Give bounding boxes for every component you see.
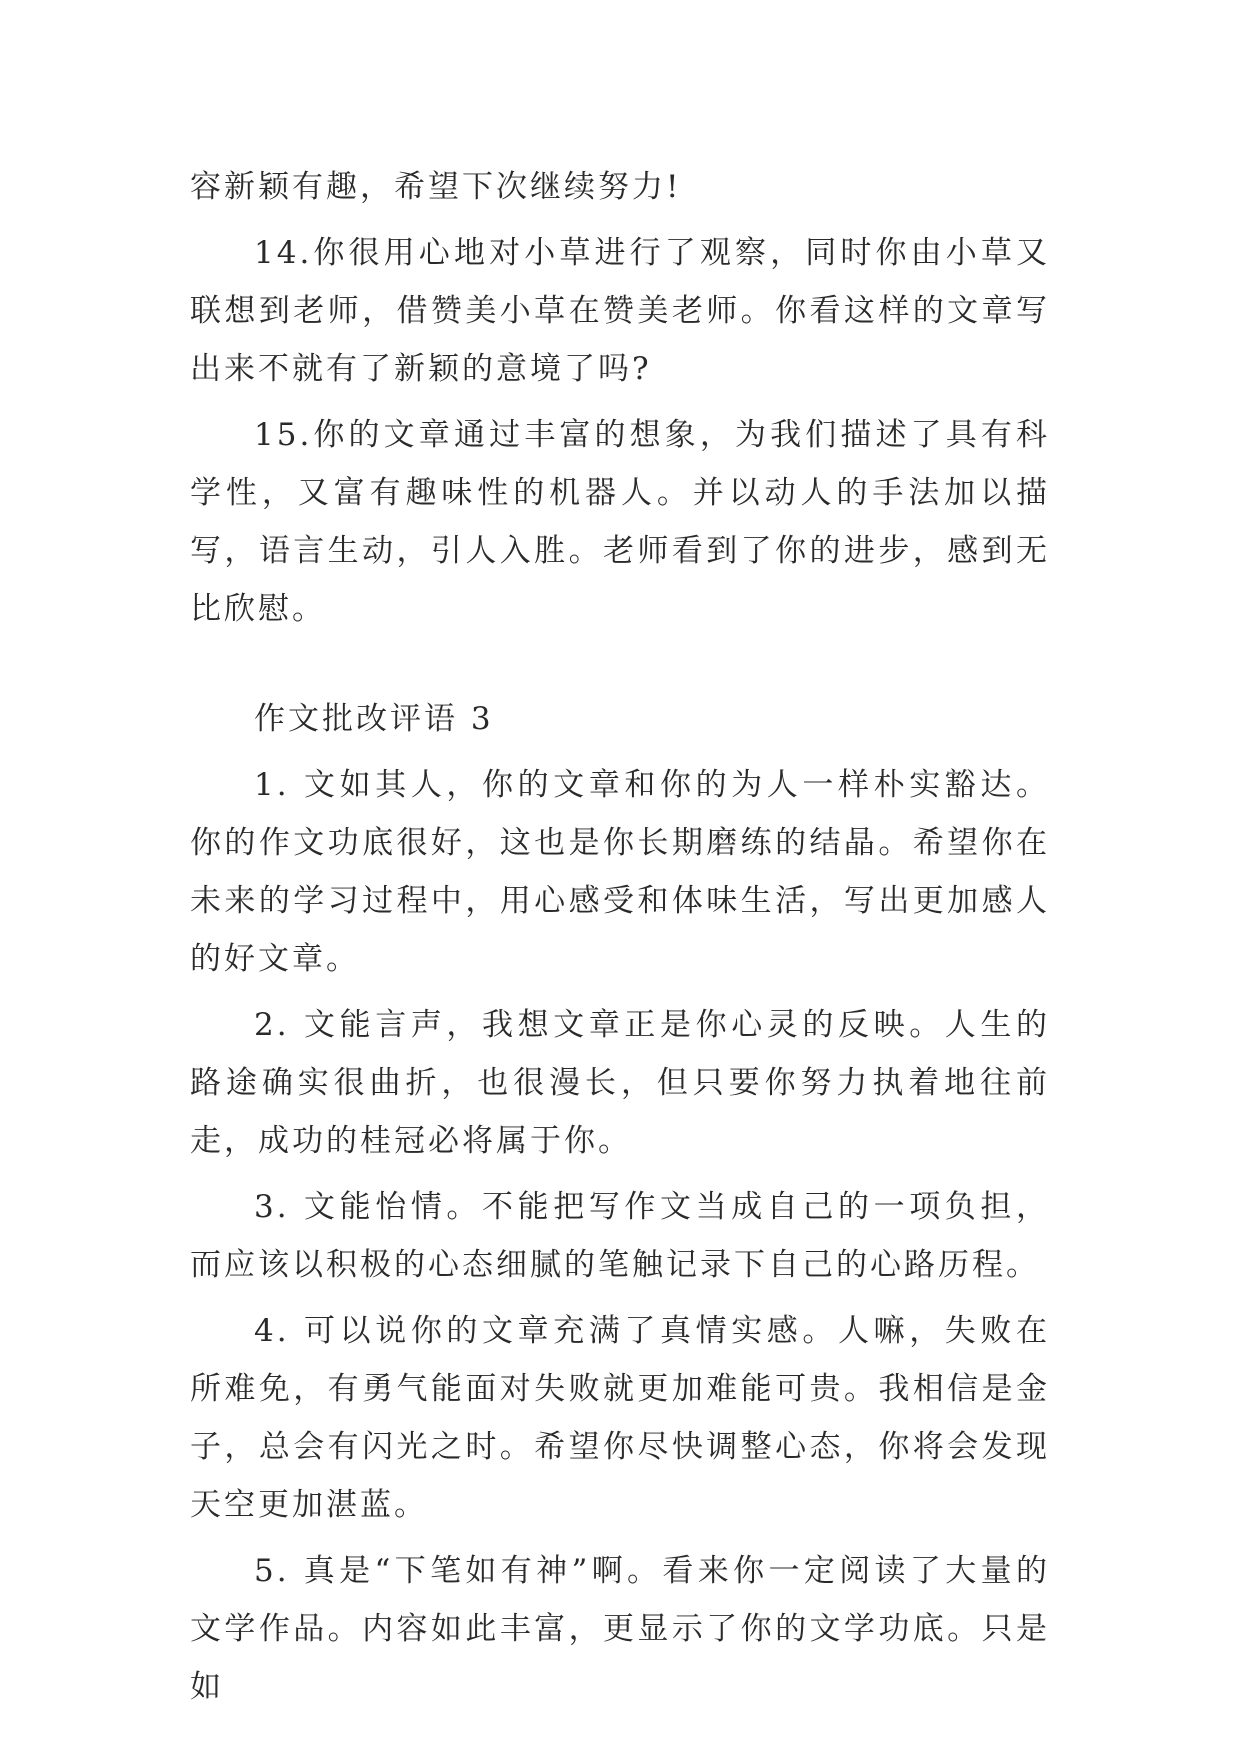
comment-item-14: 14.你很用心地对小草进行了观察，同时你由小草又联想到老师，借赞美小草在赞美老师。你看这样的文章写出来不就有了新颖的意境了吗? [190,235,1050,387]
paragraph-continuation: 容新颖有趣，希望下次继续努力! [190,169,682,205]
comment-item-15: 15.你的文章通过丰富的想象，为我们描述了具有科学性，又富有趣味性的机器人。并以动人的手法加以描写，语言生动，引人入胜。老师看到了你的进步，感到无比欣慰。 [190,417,1050,627]
section-heading: 作文批改评语 3 [254,701,494,737]
section-item-2: 2. 文能言声，我想文章正是你心灵的反映。人生的路途确实很曲折，也很漫长，但只要你努力执着地往前走，成功的桂冠必将属于你。 [190,1007,1050,1159]
section-item-4: 4. 可以说你的文章充满了真情实感。人嘛，失败在所难免，有勇气能面对失败就更加难能可贵。我相信是金子，总会有闪光之时。希望你尽快调整心态，你将会发现天空更加湛蓝。 [190,1313,1050,1523]
section-item-3: 3. 文能怡情。不能把写作文当成自己的一项负担，而应该以积极的心态细腻的笔触记录下自己的心路历程。 [190,1189,1050,1283]
section-item-5: 5. 真是“下笔如有神”啊。看来你一定阅读了大量的文学作品。内容如此丰富，更显示了你的文学功底。只是如 [190,1553,1050,1705]
section-item-1: 1. 文如其人，你的文章和你的为人一样朴实豁达。你的作文功底很好，这也是你长期磨练的结晶。希望你在未来的学习过程中，用心感受和体味生活，写出更加感人的好文章。 [190,767,1050,977]
document-body [190,158,1050,1716]
